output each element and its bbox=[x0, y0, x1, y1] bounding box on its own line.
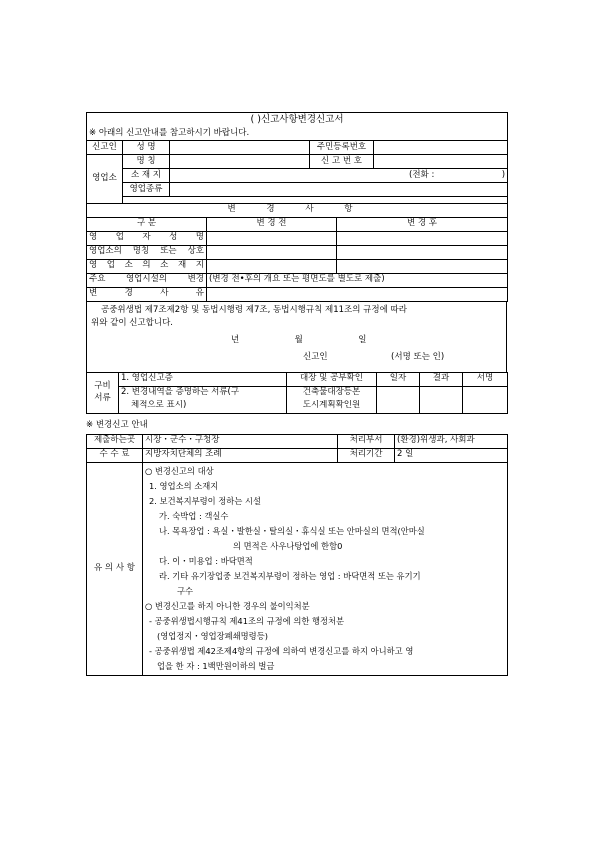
dept-label: 처리부서 bbox=[338, 434, 395, 448]
business-type-field[interactable] bbox=[170, 183, 508, 197]
address-label: 소 재 지 bbox=[123, 169, 170, 183]
submit-value: 시장・군수・구청장 bbox=[143, 434, 338, 448]
check-target-2: 도시계획확인원 bbox=[287, 400, 377, 414]
phone-close: ) bbox=[501, 169, 506, 180]
rrn-label: 주민등록번호 bbox=[310, 141, 374, 155]
fee-value: 지방자치단체의 조례 bbox=[143, 448, 338, 462]
phone-open: (전화 : bbox=[409, 169, 435, 180]
business-title-field[interactable] bbox=[170, 155, 310, 169]
col-category: 구 분 bbox=[87, 217, 207, 231]
declaration-table bbox=[86, 301, 507, 373]
after-field[interactable] bbox=[337, 231, 508, 245]
changes-header: 변 경 사 항 bbox=[87, 203, 508, 217]
period-value: 2 일 bbox=[395, 448, 508, 462]
business-label: 영업소 bbox=[87, 155, 123, 204]
note-line: - 공중위생법 제42조제4항의 규정에 의하여 변경신고를 하지 아니하고 영 bbox=[149, 645, 414, 656]
note-line: 업을 한 자 : 1백만원이하의 벌금 bbox=[157, 660, 275, 671]
note-line: 라. 기타 유기장업중 보건복지부령이 정하는 영업 : 바닥면적 또는 유기기 bbox=[159, 570, 421, 581]
col-signature: 서명 bbox=[463, 372, 508, 386]
note-line: ○ 변경신고의 대상 bbox=[145, 465, 214, 476]
month-label: 월 bbox=[294, 335, 303, 346]
col-before: 변 경 전 bbox=[207, 217, 337, 231]
note-line: - 공중위생법시행규칙 제41조의 규정에 의한 행정처분 bbox=[149, 615, 345, 626]
day-label: 일 bbox=[358, 335, 367, 346]
type-label: 영업종류 bbox=[123, 183, 170, 197]
notes-label: 유 의 사 항 bbox=[87, 462, 143, 675]
reporter-sign-label: 신고인 bbox=[303, 351, 328, 362]
changes-table bbox=[86, 203, 508, 302]
declaration-text-1: 공중위생법 제7조제2항 및 동법시행령 제7조, 동법시행규칙 제11조의 규정에 따라 bbox=[101, 304, 407, 315]
note-line: 다. 이・미용업 : 바닥면적 bbox=[159, 555, 253, 566]
documents-table bbox=[86, 372, 508, 414]
notes-block bbox=[143, 462, 508, 675]
rrn-field[interactable] bbox=[374, 141, 508, 155]
check-date-field[interactable] bbox=[377, 386, 420, 413]
applicant-table bbox=[86, 112, 508, 204]
note-line: 가. 숙박업 : 객실수 bbox=[159, 510, 229, 521]
document-item-2b: 체적으로 표시) bbox=[119, 400, 287, 414]
name-field[interactable] bbox=[170, 141, 310, 155]
note-line: 2. 보건복지부령이 정하는 시설 bbox=[149, 495, 262, 506]
form-notice: ※ 아래의 신고안내를 참고하시기 바랍니다. bbox=[87, 127, 508, 141]
check-target-1: 건축물대장등본 bbox=[287, 386, 377, 400]
check-result-field[interactable] bbox=[420, 386, 463, 413]
period-label: 처리기간 bbox=[338, 448, 395, 462]
documents-label: 구비 서류 bbox=[87, 372, 119, 413]
after-field[interactable] bbox=[337, 245, 508, 259]
year-label: 년 bbox=[231, 335, 240, 346]
change-row-label: 영 업 소 의 소 재 지 bbox=[87, 259, 207, 273]
dept-value: (환경)위생과, 사회과 bbox=[395, 434, 508, 448]
col-after: 변 경 후 bbox=[337, 217, 508, 231]
report-no-label: 신 고 번 호 bbox=[310, 155, 374, 169]
col-check-target: 대장 및 공부확인 bbox=[287, 372, 377, 386]
note-line: 1. 영업소의 소재지 bbox=[149, 480, 219, 491]
col-date: 일자 bbox=[377, 372, 420, 386]
before-field[interactable] bbox=[207, 259, 337, 273]
note-line: 나. 목욕장업 : 욕실・발한실・탈의실・휴식실 또는 안마실의 면적(안마실 bbox=[159, 525, 425, 536]
before-field[interactable] bbox=[207, 245, 337, 259]
name-label: 성 명 bbox=[123, 141, 170, 155]
title-label: 명 칭 bbox=[123, 155, 170, 169]
col-result: 결과 bbox=[420, 372, 463, 386]
guide-header: ※ 변경신고 안내 bbox=[86, 419, 148, 430]
reason-label: 변 경 사 유 bbox=[87, 287, 207, 301]
note-line: 구수 bbox=[177, 585, 194, 596]
submit-label: 제출하는곳 bbox=[87, 434, 143, 448]
report-no-field[interactable] bbox=[374, 155, 508, 169]
reason-field[interactable] bbox=[207, 287, 508, 301]
before-field[interactable] bbox=[207, 231, 337, 245]
sign-or-seal-label: (서명 또는 인) bbox=[391, 351, 445, 362]
change-report-form bbox=[86, 112, 507, 676]
declaration-text-2: 위와 같이 신고합니다. bbox=[91, 317, 174, 328]
fee-label: 수 수 료 bbox=[87, 448, 143, 462]
check-sign-field[interactable] bbox=[463, 386, 508, 413]
note-line: ○ 변경신고를 하지 아니한 경우의 불이익처분 bbox=[145, 600, 310, 611]
note-line: 의 면적은 사우나탕업에 한함0 bbox=[233, 540, 343, 551]
change-row-label: 영 업 자 성 명 bbox=[87, 231, 207, 245]
facility-note: (변경 전•후의 개요 또는 평면도를 별도로 제출) bbox=[207, 273, 508, 287]
document-item-1: 1. 영업신고증 bbox=[119, 372, 287, 386]
after-field[interactable] bbox=[337, 259, 508, 273]
address-field[interactable] bbox=[170, 169, 508, 183]
document-item-2a: 2. 변경내역을 증명하는 서류(구 bbox=[119, 386, 287, 400]
guide-table bbox=[86, 434, 508, 676]
declaration-block bbox=[87, 301, 507, 372]
change-row-label: 영업소의 명칭 또는 상호 bbox=[87, 245, 207, 259]
facility-label: 주요 영업시설의 변경 bbox=[87, 273, 207, 287]
form-title: ( )신고사항변경신고서 bbox=[87, 113, 508, 128]
reporter-label: 신고인 bbox=[87, 141, 123, 155]
note-line: (영업정지・영업장폐쇄명령등) bbox=[157, 630, 268, 641]
